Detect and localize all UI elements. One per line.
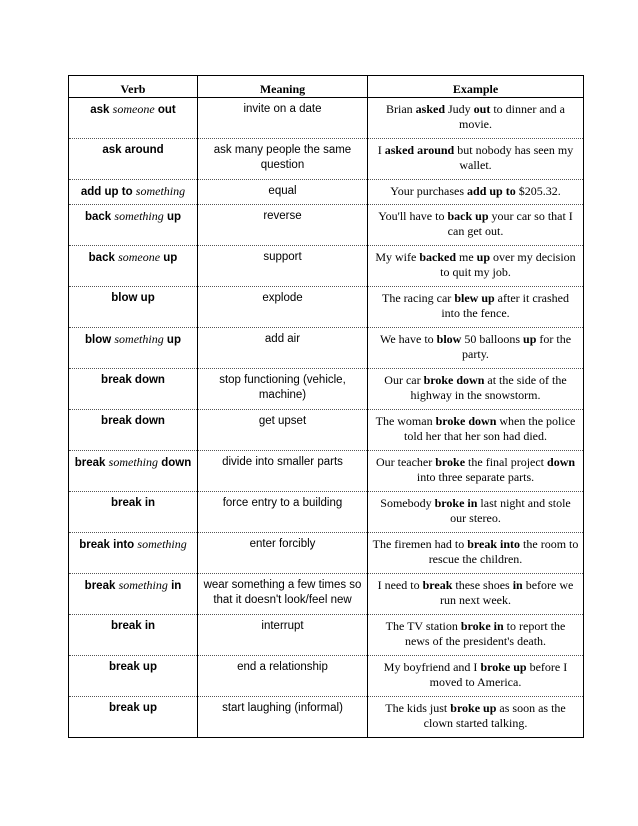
text-segment: I: [377, 143, 385, 157]
text-segment: broke down: [435, 414, 497, 428]
table-row: [69, 410, 584, 451]
text-segment: up: [476, 250, 491, 264]
table-row: [69, 451, 584, 492]
text-segment: something: [135, 184, 186, 198]
text-segment: the final project: [465, 455, 548, 469]
meaning-cell: force entry to a building: [198, 492, 368, 533]
text-segment: something: [114, 332, 164, 346]
text-segment: these shoes: [452, 578, 513, 592]
table-row: [69, 139, 584, 180]
table-row: [69, 697, 584, 738]
text-segment: backed: [419, 250, 456, 264]
table-body: [69, 98, 584, 738]
text-segment: The racing car: [382, 291, 455, 305]
text-segment: back: [84, 211, 115, 223]
table-row: [69, 287, 584, 328]
text-segment: Brian: [385, 102, 416, 116]
text-segment: $205.32.: [515, 184, 561, 198]
text-segment: to report the news of the president's death.: [404, 619, 566, 648]
text-segment: but nobody has seen my wallet.: [454, 143, 574, 172]
text-segment: out: [154, 104, 176, 116]
table-row: [69, 492, 584, 533]
text-segment: over my decision to quit my job.: [440, 250, 576, 279]
text-segment: break down: [101, 374, 165, 386]
example-cell: [368, 369, 584, 410]
text-segment: your car so that I can get out.: [447, 209, 573, 238]
verb-cell: [69, 656, 198, 697]
text-segment: The TV station: [385, 619, 461, 633]
text-segment: in: [512, 578, 523, 592]
text-segment: something: [114, 209, 164, 223]
text-segment: up: [163, 211, 181, 223]
text-segment: down: [158, 457, 192, 469]
text-segment: up: [523, 332, 537, 346]
meaning-cell: equal: [198, 180, 368, 205]
verb-cell: [69, 369, 198, 410]
text-segment: break down: [101, 415, 165, 427]
text-segment: when the police told her that her son had died.: [404, 414, 576, 443]
text-segment: back up: [447, 209, 489, 223]
meaning-cell: enter forcibly: [198, 533, 368, 574]
text-segment: me: [456, 250, 477, 264]
column-header-verb: Verb: [69, 76, 198, 98]
text-segment: broke in: [460, 619, 504, 633]
text-segment: asked: [415, 102, 445, 116]
text-segment: Your purchases: [390, 184, 468, 198]
text-segment: 50 balloons: [461, 332, 524, 346]
table-row: [69, 369, 584, 410]
text-segment: break into: [79, 539, 138, 551]
verb-cell: [69, 533, 198, 574]
example-cell: [368, 139, 584, 180]
text-segment: broke up: [450, 701, 497, 715]
meaning-cell: add air: [198, 328, 368, 369]
example-cell: [368, 451, 584, 492]
column-header-meaning: Meaning: [198, 76, 368, 98]
text-segment: into three separate parts.: [416, 470, 535, 484]
text-segment: break: [74, 457, 109, 469]
text-segment: after it crashed into the fence.: [441, 291, 569, 320]
example-cell: [368, 328, 584, 369]
table-row: [69, 615, 584, 656]
verb-cell: [69, 139, 198, 180]
example-cell: [368, 246, 584, 287]
text-segment: at the side of the highway in the snowstorm.: [410, 373, 567, 402]
text-segment: ask: [90, 104, 113, 116]
text-segment: break: [422, 578, 453, 592]
text-segment: broke: [435, 455, 466, 469]
text-segment: Somebody: [380, 496, 435, 510]
text-segment: down: [547, 455, 576, 469]
text-segment: Judy: [445, 102, 474, 116]
verb-cell: [69, 410, 198, 451]
example-cell: [368, 533, 584, 574]
text-segment: last night and stole our stereo.: [450, 496, 571, 525]
text-segment: My boyfriend and I: [383, 660, 481, 674]
meaning-cell: reverse: [198, 205, 368, 246]
text-segment: You'll have to: [378, 209, 448, 223]
text-segment: Our car: [384, 373, 424, 387]
column-header-example: Example: [368, 76, 584, 98]
text-segment: broke in: [434, 496, 478, 510]
text-segment: break up: [109, 661, 157, 673]
meaning-cell: explode: [198, 287, 368, 328]
text-segment: someone: [118, 250, 161, 264]
text-segment: something: [118, 578, 168, 592]
text-segment: The firemen had to: [372, 537, 468, 551]
verb-cell: [69, 697, 198, 738]
text-segment: blow up: [111, 292, 155, 304]
example-cell: [368, 615, 584, 656]
table-row: [69, 574, 584, 615]
text-segment: I need to: [377, 578, 423, 592]
meaning-cell: interrupt: [198, 615, 368, 656]
text-segment: for the party.: [462, 332, 572, 361]
table-row: [69, 205, 584, 246]
text-segment: blow: [85, 334, 115, 346]
text-segment: blow: [436, 332, 462, 346]
text-segment: broke up: [480, 660, 527, 674]
text-segment: We have to: [379, 332, 437, 346]
verb-cell: [69, 615, 198, 656]
table-row: [69, 533, 584, 574]
verb-cell: [69, 451, 198, 492]
text-segment: add up to: [467, 184, 516, 198]
meaning-cell: divide into smaller parts: [198, 451, 368, 492]
example-cell: [368, 574, 584, 615]
text-segment: break in: [110, 620, 156, 632]
meaning-cell: invite on a date: [198, 98, 368, 139]
verb-cell: [69, 205, 198, 246]
table-row: [69, 180, 584, 205]
meaning-cell: start laughing (informal): [198, 697, 368, 738]
text-segment: before we run next week.: [440, 578, 574, 607]
meaning-cell: ask many people the same question: [198, 139, 368, 180]
text-segment: up: [160, 252, 178, 264]
meaning-cell: stop functioning (vehicle, machine): [198, 369, 368, 410]
text-segment: to dinner and a movie.: [459, 102, 565, 131]
table-row: [69, 98, 584, 139]
table-row: [69, 328, 584, 369]
text-segment: The woman: [375, 414, 436, 428]
table-row: [69, 246, 584, 287]
example-cell: [368, 656, 584, 697]
text-segment: asked around: [384, 143, 455, 157]
meaning-cell: support: [198, 246, 368, 287]
text-segment: someone: [112, 102, 155, 116]
table-row: [69, 656, 584, 697]
example-cell: [368, 287, 584, 328]
example-cell: [368, 205, 584, 246]
text-segment: break in: [110, 497, 156, 509]
verb-cell: [69, 246, 198, 287]
example-cell: [368, 697, 584, 738]
verb-cell: [69, 287, 198, 328]
table-header-row: [69, 76, 584, 98]
text-segment: The kids just: [385, 701, 451, 715]
meaning-cell: wear something a few times so that it doesn't look/feel new: [198, 574, 368, 615]
text-segment: in: [167, 580, 182, 592]
text-segment: Our teacher: [375, 455, 436, 469]
text-segment: blew up: [454, 291, 495, 305]
text-segment: up: [163, 334, 181, 346]
text-segment: as soon as the clown started talking.: [423, 701, 566, 730]
text-segment: break up: [109, 702, 157, 714]
text-segment: break into: [467, 537, 521, 551]
verb-cell: [69, 328, 198, 369]
verb-cell: [69, 98, 198, 139]
text-segment: My wife: [375, 250, 420, 264]
text-segment: the room to rescue the children.: [428, 537, 579, 566]
text-segment: out: [473, 102, 491, 116]
text-segment: add up to: [80, 186, 136, 198]
verb-cell: [69, 180, 198, 205]
text-segment: broke down: [423, 373, 485, 387]
text-segment: something: [108, 455, 158, 469]
example-cell: [368, 492, 584, 533]
text-segment: ask around: [102, 144, 164, 156]
meaning-cell: end a relationship: [198, 656, 368, 697]
example-cell: [368, 98, 584, 139]
text-segment: something: [137, 537, 187, 551]
text-segment: break: [84, 580, 119, 592]
verb-cell: [69, 492, 198, 533]
example-cell: [368, 410, 584, 451]
phrasal-verbs-table: [68, 75, 584, 738]
text-segment: back: [88, 252, 119, 264]
verb-cell: [69, 574, 198, 615]
text-segment: before I moved to America.: [429, 660, 568, 689]
example-cell: [368, 180, 584, 205]
meaning-cell: get upset: [198, 410, 368, 451]
